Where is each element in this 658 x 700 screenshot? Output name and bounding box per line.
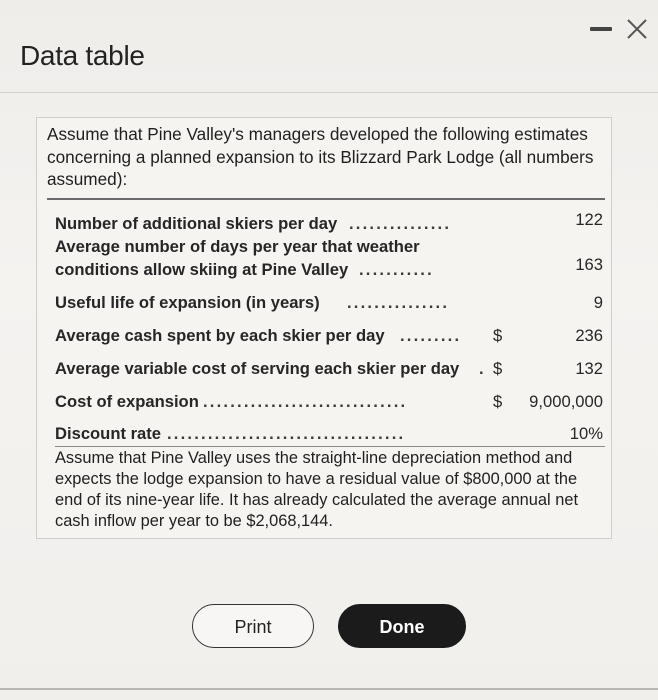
print-button[interactable]: Print: [192, 604, 314, 648]
window-controls: [580, 14, 650, 44]
row-label: Number of additional skiers per day: [55, 214, 338, 233]
row-label: Discount rate: [55, 424, 162, 443]
leader-dots: ...............: [349, 214, 452, 233]
leader-dots: .........: [400, 326, 462, 345]
data-table-box: [36, 117, 612, 539]
dollar-sign: $: [493, 392, 503, 411]
row-label: Average variable cost of serving each skier per day: [55, 359, 460, 378]
row-value: 122: [575, 210, 603, 229]
row-label: Average cash spent by each skier per day: [55, 326, 385, 345]
row-value: 236: [575, 326, 603, 345]
done-button[interactable]: Done: [338, 604, 466, 648]
row-value: 9,000,000: [529, 392, 603, 411]
bottom-divider: [0, 688, 658, 690]
leader-dots: .: [479, 359, 486, 378]
row-value: 10%: [569, 424, 603, 443]
row-value: 132: [575, 359, 603, 378]
table-bottom-rule: [55, 446, 605, 447]
leader-dots: ..............................: [203, 392, 408, 411]
title-divider: [0, 92, 658, 93]
close-icon[interactable]: [624, 16, 650, 42]
leader-dots: ...............: [347, 293, 450, 312]
leader-dots: ...................................: [167, 424, 406, 443]
footer-text: Assume that Pine Valley uses the straight-line depreciation method and expects the lodge expansion to have a residual value of $800,000 at the end of its nine-year life. It has already calculated the average annual net cash inflow per year to be $2,068,144.: [55, 449, 579, 530]
row-label: Cost of expansion: [55, 392, 199, 411]
row-label-line1: Average number of days per year that weather: [55, 237, 420, 256]
leader-dots: ...........: [359, 260, 434, 279]
intro-text: Assume that Pine Valley's managers developed the following estimates concerning a planned expansion to its Blizzard Park Lodge (all numbers assumed):: [47, 124, 594, 189]
intro-divider: [47, 198, 605, 200]
row-value: 9: [593, 293, 603, 312]
row-value: 163: [575, 255, 603, 274]
dollar-sign: $: [493, 326, 503, 345]
row-label: conditions allow skiing at Pine Valley: [55, 260, 349, 279]
dialog-title: Data table: [20, 40, 145, 71]
minimize-icon[interactable]: [590, 27, 612, 31]
dollar-sign: $: [493, 359, 503, 378]
row-label: Useful life of expansion (in years): [55, 293, 320, 312]
